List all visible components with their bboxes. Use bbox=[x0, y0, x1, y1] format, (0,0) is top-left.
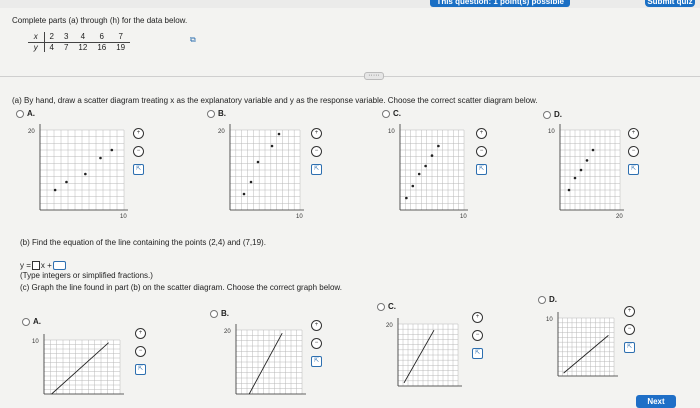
option-a-radio[interactable] bbox=[16, 109, 35, 118]
zoom-out-icon[interactable]: − bbox=[135, 346, 146, 357]
x-tick-label: 10 bbox=[296, 214, 303, 220]
zoom-in-icon[interactable]: + bbox=[628, 128, 639, 139]
option-letter: C. bbox=[393, 109, 401, 118]
graph-c-b-tools bbox=[311, 320, 322, 367]
option-c-c-radio[interactable] bbox=[377, 302, 396, 311]
data-point bbox=[99, 157, 102, 160]
data-point bbox=[250, 181, 253, 184]
data-point bbox=[84, 173, 87, 176]
option-letter: A. bbox=[27, 109, 35, 118]
part-c-prompt: (c) Graph the line found in part (b) on the scatter diagram. Choose the correct graph below. bbox=[20, 283, 342, 292]
popout-icon[interactable]: ⇱ bbox=[472, 348, 483, 359]
zoom-out-icon[interactable]: − bbox=[472, 330, 483, 341]
part-b-prompt: (b) Find the equation of the line containing the points (2,4) and (7,19). bbox=[20, 238, 266, 247]
radio-a[interactable] bbox=[22, 318, 30, 326]
zoom-in-icon[interactable]: + bbox=[624, 306, 635, 317]
data-point bbox=[586, 159, 589, 162]
x-tick-label: 10 bbox=[460, 214, 467, 220]
option-letter: B. bbox=[218, 109, 226, 118]
data-point bbox=[65, 181, 68, 184]
data-point bbox=[257, 161, 260, 164]
x-cell: 3 bbox=[59, 32, 73, 42]
radio-b[interactable] bbox=[210, 310, 218, 318]
next-button[interactable]: Next bbox=[636, 395, 676, 408]
copy-data-icon[interactable]: ⧉ bbox=[190, 35, 196, 44]
zoom-in-icon[interactable]: + bbox=[133, 128, 144, 139]
intercept-input[interactable] bbox=[53, 261, 66, 270]
y-header: y bbox=[28, 42, 44, 52]
y-cell: 7 bbox=[63, 42, 69, 52]
data-point bbox=[243, 193, 246, 196]
y-cell: 12 bbox=[78, 42, 88, 52]
zoom-out-icon[interactable]: − bbox=[628, 146, 639, 157]
y-tick-label: 20 bbox=[224, 329, 231, 335]
data-point bbox=[54, 189, 57, 192]
x-cell: 4 bbox=[73, 32, 92, 42]
graph-c-tools bbox=[476, 128, 487, 175]
y-tick-label: 20 bbox=[28, 129, 35, 135]
y-tick-label: 10 bbox=[388, 129, 395, 135]
data-point bbox=[271, 145, 274, 148]
slope-input[interactable] bbox=[32, 261, 40, 270]
eq-prefix: y = bbox=[20, 261, 31, 270]
popout-icon[interactable]: ⇱ bbox=[628, 164, 639, 175]
x-header: x bbox=[28, 32, 44, 42]
graph-c-d-tools bbox=[624, 306, 635, 353]
zoom-out-icon[interactable]: − bbox=[476, 146, 487, 157]
submit-quiz-button[interactable]: Submit quiz bbox=[645, 0, 695, 7]
radio-a[interactable] bbox=[16, 110, 24, 118]
y-tick-label: 10 bbox=[32, 339, 39, 345]
popout-icon[interactable]: ⇱ bbox=[624, 342, 635, 353]
option-d-radio[interactable] bbox=[543, 110, 562, 119]
x-cell: 7 bbox=[111, 32, 130, 42]
zoom-in-icon[interactable]: + bbox=[476, 128, 487, 139]
x-tick-label: 20 bbox=[616, 214, 623, 220]
option-letter: D. bbox=[554, 110, 562, 119]
graph-c-a-tools bbox=[135, 328, 146, 375]
option-letter: C. bbox=[388, 302, 396, 311]
divider bbox=[0, 76, 700, 77]
y-tick-label: 20 bbox=[386, 323, 393, 329]
answer-hint: (Type integers or simplified fractions.) bbox=[20, 271, 153, 280]
y-tick-label: 10 bbox=[548, 129, 555, 135]
option-c-b-radio[interactable] bbox=[210, 309, 229, 318]
graph-c-c-tools bbox=[472, 312, 483, 359]
zoom-out-icon[interactable]: − bbox=[624, 324, 635, 335]
zoom-in-icon[interactable]: + bbox=[135, 328, 146, 339]
radio-d[interactable] bbox=[543, 111, 551, 119]
x-cell: 6 bbox=[92, 32, 111, 42]
graph-b-tools bbox=[311, 128, 322, 175]
option-letter: D. bbox=[549, 295, 557, 304]
radio-c[interactable] bbox=[377, 303, 385, 311]
popout-icon[interactable]: ⇱ bbox=[135, 364, 146, 375]
data-point bbox=[580, 169, 583, 172]
data-point bbox=[437, 145, 440, 148]
instructions: Complete parts (a) through (h) for the data below. bbox=[12, 16, 188, 25]
y-tick-label: 20 bbox=[218, 129, 225, 135]
graph-c-a bbox=[30, 332, 126, 408]
y-tick-label: 10 bbox=[546, 317, 553, 323]
data-point bbox=[418, 173, 421, 176]
data-table bbox=[28, 32, 130, 52]
popout-icon[interactable]: ⇱ bbox=[476, 164, 487, 175]
zoom-in-icon[interactable]: + bbox=[311, 128, 322, 139]
graph-c-c bbox=[384, 316, 464, 400]
popout-icon[interactable]: ⇱ bbox=[311, 164, 322, 175]
radio-c[interactable] bbox=[382, 110, 390, 118]
data-point bbox=[574, 177, 577, 180]
y-cell: 4 bbox=[49, 42, 54, 52]
zoom-in-icon[interactable]: + bbox=[311, 320, 322, 331]
x-tick-label: 10 bbox=[120, 214, 127, 220]
radio-d[interactable] bbox=[538, 296, 546, 304]
data-point bbox=[111, 149, 114, 152]
y-cell: 16 bbox=[97, 42, 107, 52]
data-point bbox=[424, 165, 427, 168]
question-info: This question: 1 point(s) possible bbox=[430, 0, 570, 7]
graph-c-b bbox=[222, 322, 308, 408]
data-point bbox=[431, 154, 434, 157]
option-c-a-radio[interactable] bbox=[22, 317, 41, 326]
data-point bbox=[405, 197, 408, 200]
option-c-d-radio[interactable] bbox=[538, 295, 557, 304]
radio-b[interactable] bbox=[207, 110, 215, 118]
option-c-radio[interactable] bbox=[382, 109, 401, 118]
data-point bbox=[568, 189, 571, 192]
y-cell: 19 bbox=[116, 42, 126, 52]
option-letter: B. bbox=[221, 309, 229, 318]
graph-a-tools bbox=[133, 128, 144, 175]
graph-c bbox=[386, 122, 470, 224]
equation-answer bbox=[20, 261, 66, 270]
part-a-prompt: (a) By hand, draw a scatter diagram treating x as the explanatory variable and y as the response variable. Choose the correct scatter diagram below. bbox=[12, 96, 538, 105]
option-b-radio[interactable] bbox=[207, 109, 226, 118]
zoom-out-icon[interactable]: − bbox=[133, 146, 144, 157]
graph-d-tools bbox=[628, 128, 639, 175]
eq-mid: x + bbox=[40, 261, 52, 270]
graph-a bbox=[26, 122, 130, 224]
popout-icon[interactable]: ⇱ bbox=[133, 164, 144, 175]
zoom-out-icon[interactable]: − bbox=[311, 338, 322, 349]
x-cell: 2 bbox=[44, 32, 59, 42]
graph-d bbox=[546, 122, 626, 224]
more-button[interactable]: ····· bbox=[364, 72, 384, 80]
graph-b bbox=[216, 122, 306, 224]
popout-icon[interactable]: ⇱ bbox=[311, 356, 322, 367]
zoom-in-icon[interactable]: + bbox=[472, 312, 483, 323]
data-point bbox=[278, 133, 281, 136]
option-letter: A. bbox=[33, 317, 41, 326]
data-point bbox=[592, 149, 595, 152]
top-bar bbox=[0, 0, 700, 8]
zoom-out-icon[interactable]: − bbox=[311, 146, 322, 157]
data-point bbox=[412, 185, 415, 188]
graph-c-d bbox=[544, 310, 620, 390]
